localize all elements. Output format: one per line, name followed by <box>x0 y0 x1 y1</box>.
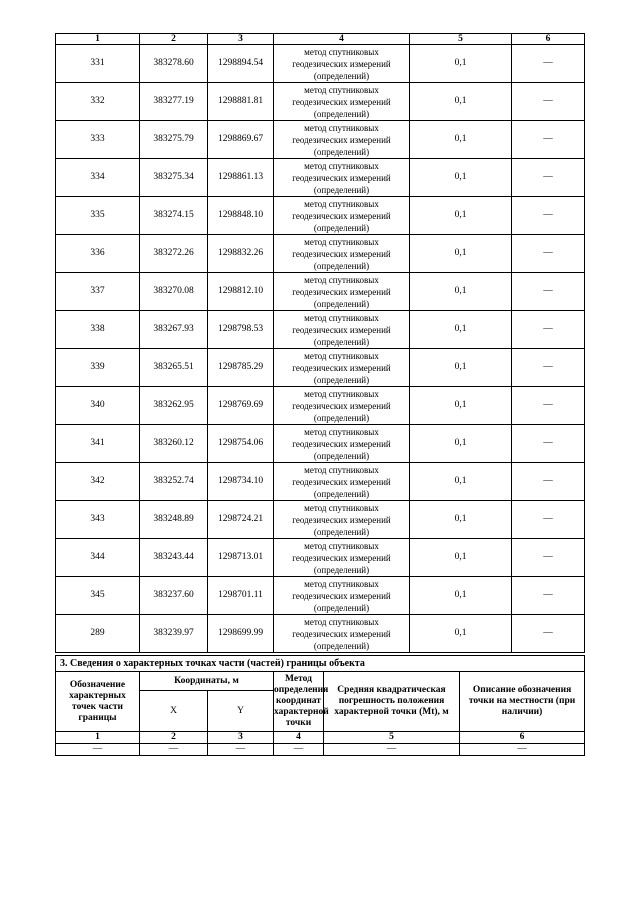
description-cell: — <box>512 463 585 501</box>
col-y-header: Y <box>208 691 274 732</box>
accuracy-cell: 0,1 <box>410 121 512 159</box>
method-text-line: геодезических измерений <box>292 628 391 639</box>
method-cell <box>274 615 410 653</box>
point-number-cell: 337 <box>56 273 140 311</box>
table-row <box>56 159 585 197</box>
method-cell <box>274 273 410 311</box>
coord-y-cell: 1298812.10 <box>208 273 274 311</box>
point-number-cell: 289 <box>56 615 140 653</box>
method-text-line: метод спутниковых <box>304 464 379 475</box>
col-x-header: X <box>140 691 208 732</box>
coord-x-cell: 383237.60 <box>140 577 208 615</box>
coord-y-cell: 1298832.26 <box>208 235 274 273</box>
method-cell <box>274 539 410 577</box>
coord-x-cell: 383260.12 <box>140 425 208 463</box>
method-text-line: метод спутниковых <box>304 578 379 589</box>
coord-x-cell: 383270.08 <box>140 273 208 311</box>
method-text-line: геодезических измерений <box>292 134 391 145</box>
method-text-line: геодезических измерений <box>292 514 391 525</box>
method-text-line: (определений) <box>313 526 370 537</box>
point-number-cell: 338 <box>56 311 140 349</box>
description-cell: — <box>512 387 585 425</box>
accuracy-cell: 0,1 <box>410 577 512 615</box>
method-cell <box>274 121 410 159</box>
accuracy-cell: 0,1 <box>410 615 512 653</box>
method-text-line: метод спутниковых <box>304 274 379 285</box>
method-text-line: метод спутниковых <box>304 388 379 399</box>
method-cell <box>274 311 410 349</box>
method-text-line: (определений) <box>313 602 370 613</box>
description-cell: — <box>512 425 585 463</box>
point-number-cell: 331 <box>56 45 140 83</box>
coord-x-cell: 383262.95 <box>140 387 208 425</box>
col-coords-header: Координаты, м <box>140 672 274 691</box>
table-row <box>56 121 585 159</box>
coord-x-cell: 383267.93 <box>140 311 208 349</box>
method-text-line: (определений) <box>313 298 370 309</box>
coord-x-cell: 383243.44 <box>140 539 208 577</box>
method-text-line: (определений) <box>313 108 370 119</box>
header-cell: 5 <box>410 34 512 45</box>
empty-cell: — <box>208 744 274 756</box>
method-text-line: метод спутниковых <box>304 540 379 551</box>
method-cell <box>274 387 410 425</box>
description-cell: — <box>512 311 585 349</box>
accuracy-cell: 0,1 <box>410 235 512 273</box>
accuracy-cell: 0,1 <box>410 463 512 501</box>
method-text-line: метод спутниковых <box>304 198 379 209</box>
method-text-line: геодезических измерений <box>292 400 391 411</box>
column-number: 2 <box>140 732 208 744</box>
header-cell: 1 <box>56 34 140 45</box>
point-number-cell: 335 <box>56 197 140 235</box>
point-number-cell: 341 <box>56 425 140 463</box>
method-text-line: метод спутниковых <box>304 350 379 361</box>
header-cell: 3 <box>208 34 274 45</box>
table-row <box>56 387 585 425</box>
method-text-line: геодезических измерений <box>292 210 391 221</box>
method-cell <box>274 159 410 197</box>
method-text-line: (определений) <box>313 564 370 575</box>
accuracy-cell: 0,1 <box>410 501 512 539</box>
point-number-cell: 333 <box>56 121 140 159</box>
method-text-line: геодезических измерений <box>292 96 391 107</box>
table-header-row <box>56 34 585 45</box>
table-row <box>56 539 585 577</box>
method-text-line: (определений) <box>313 184 370 195</box>
description-cell: — <box>512 615 585 653</box>
method-text-line: (определений) <box>313 336 370 347</box>
col-description-header: Описание обозначения точки на местности (при наличии) <box>460 672 585 732</box>
table-row <box>56 45 585 83</box>
method-text-line: геодезических измерений <box>292 58 391 69</box>
point-number-cell: 339 <box>56 349 140 387</box>
coord-y-cell: 1298754.06 <box>208 425 274 463</box>
coord-x-cell: 383277.19 <box>140 83 208 121</box>
description-cell: — <box>512 121 585 159</box>
coord-x-cell: 383239.97 <box>140 615 208 653</box>
description-cell: — <box>512 197 585 235</box>
method-cell <box>274 45 410 83</box>
method-text-line: геодезических измерений <box>292 362 391 373</box>
empty-cell: — <box>56 744 140 756</box>
table-row <box>56 615 585 653</box>
accuracy-cell: 0,1 <box>410 45 512 83</box>
method-text-line: (определений) <box>313 146 370 157</box>
coord-y-cell: 1298785.29 <box>208 349 274 387</box>
coord-x-cell: 383248.89 <box>140 501 208 539</box>
method-text-line: (определений) <box>313 374 370 385</box>
coord-x-cell: 383275.79 <box>140 121 208 159</box>
method-text-line: метод спутниковых <box>304 46 379 57</box>
column-number: 1 <box>56 732 140 744</box>
col-designation-header: Обозначение характерных точек части границы <box>56 672 140 732</box>
column-number: 4 <box>274 732 324 744</box>
empty-cell: — <box>140 744 208 756</box>
method-text-line: метод спутниковых <box>304 122 379 133</box>
method-text-line: (определений) <box>313 412 370 423</box>
method-text-line: геодезических измерений <box>292 590 391 601</box>
coord-y-cell: 1298724.21 <box>208 501 274 539</box>
table-row <box>56 197 585 235</box>
col-accuracy-header: Средняя квадратическая погрешность положения характерной точки (Mt), м <box>324 672 460 732</box>
method-text-line: (определений) <box>313 450 370 461</box>
accuracy-cell: 0,1 <box>410 387 512 425</box>
accuracy-cell: 0,1 <box>410 539 512 577</box>
header-cell: 2 <box>140 34 208 45</box>
accuracy-cell: 0,1 <box>410 159 512 197</box>
accuracy-cell: 0,1 <box>410 311 512 349</box>
accuracy-cell: 0,1 <box>410 197 512 235</box>
table-row <box>56 463 585 501</box>
table-row <box>56 577 585 615</box>
method-text-line: метод спутниковых <box>304 160 379 171</box>
empty-cell: — <box>274 744 324 756</box>
section3-table <box>55 655 585 756</box>
accuracy-cell: 0,1 <box>410 273 512 311</box>
method-text-line: геодезических измерений <box>292 438 391 449</box>
method-cell <box>274 235 410 273</box>
point-number-cell: 334 <box>56 159 140 197</box>
method-cell <box>274 577 410 615</box>
coord-y-cell: 1298848.10 <box>208 197 274 235</box>
description-cell: — <box>512 577 585 615</box>
method-cell <box>274 425 410 463</box>
coord-x-cell: 383274.15 <box>140 197 208 235</box>
description-cell: — <box>512 83 585 121</box>
point-number-cell: 345 <box>56 577 140 615</box>
coord-x-cell: 383252.74 <box>140 463 208 501</box>
method-cell <box>274 463 410 501</box>
description-cell: — <box>512 501 585 539</box>
point-number-cell: 336 <box>56 235 140 273</box>
header-cell: 6 <box>512 34 585 45</box>
point-number-cell: 343 <box>56 501 140 539</box>
method-text-line: (определений) <box>313 222 370 233</box>
coord-y-cell: 1298798.53 <box>208 311 274 349</box>
description-cell: — <box>512 45 585 83</box>
method-text-line: (определений) <box>313 488 370 499</box>
coord-x-cell: 383272.26 <box>140 235 208 273</box>
description-cell: — <box>512 349 585 387</box>
description-cell: — <box>512 273 585 311</box>
method-cell <box>274 83 410 121</box>
description-cell: — <box>512 159 585 197</box>
point-number-cell: 340 <box>56 387 140 425</box>
method-text-line: геодезических измерений <box>292 172 391 183</box>
column-number-row <box>56 732 585 744</box>
coord-y-cell: 1298713.01 <box>208 539 274 577</box>
table-row <box>56 501 585 539</box>
coord-y-cell: 1298894.54 <box>208 45 274 83</box>
method-text-line: метод спутниковых <box>304 616 379 627</box>
method-text-line: (определений) <box>313 640 370 651</box>
method-cell <box>274 349 410 387</box>
coord-y-cell: 1298881.81 <box>208 83 274 121</box>
method-cell <box>274 501 410 539</box>
coord-x-cell: 383278.60 <box>140 45 208 83</box>
column-number: 5 <box>324 732 460 744</box>
section3-title: 3. Сведения о характерных точках части (частей) границы объекта <box>56 656 585 672</box>
coord-x-cell: 383265.51 <box>140 349 208 387</box>
header-cell: 4 <box>274 34 410 45</box>
coord-y-cell: 1298869.67 <box>208 121 274 159</box>
method-text-line: геодезических измерений <box>292 248 391 259</box>
method-text-line: геодезических измерений <box>292 286 391 297</box>
method-text-line: геодезических измерений <box>292 324 391 335</box>
point-number-cell: 344 <box>56 539 140 577</box>
coord-y-cell: 1298699.99 <box>208 615 274 653</box>
coord-y-cell: 1298734.10 <box>208 463 274 501</box>
method-text-line: метод спутниковых <box>304 236 379 247</box>
method-text-line: метод спутниковых <box>304 502 379 513</box>
coord-x-cell: 383275.34 <box>140 159 208 197</box>
empty-data-row <box>56 744 585 756</box>
method-text-line: геодезических измерений <box>292 476 391 487</box>
method-text-line: (определений) <box>313 70 370 81</box>
column-number: 3 <box>208 732 274 744</box>
accuracy-cell: 0,1 <box>410 425 512 463</box>
coord-y-cell: 1298701.11 <box>208 577 274 615</box>
empty-cell: — <box>460 744 585 756</box>
coordinates-table <box>55 33 585 653</box>
accuracy-cell: 0,1 <box>410 349 512 387</box>
table-row <box>56 235 585 273</box>
empty-cell: — <box>324 744 460 756</box>
method-text-line: (определений) <box>313 260 370 271</box>
col-method-header: Метод определения координат характерной точки <box>274 672 324 732</box>
point-number-cell: 332 <box>56 83 140 121</box>
table-row <box>56 311 585 349</box>
accuracy-cell: 0,1 <box>410 83 512 121</box>
table-row <box>56 349 585 387</box>
method-cell <box>274 197 410 235</box>
table-row <box>56 273 585 311</box>
description-cell: — <box>512 539 585 577</box>
coord-y-cell: 1298861.13 <box>208 159 274 197</box>
method-text-line: метод спутниковых <box>304 84 379 95</box>
method-text-line: метод спутниковых <box>304 312 379 323</box>
method-text-line: геодезических измерений <box>292 552 391 563</box>
table-row <box>56 425 585 463</box>
table-row <box>56 83 585 121</box>
description-cell: — <box>512 235 585 273</box>
point-number-cell: 342 <box>56 463 140 501</box>
coord-y-cell: 1298769.69 <box>208 387 274 425</box>
column-number: 6 <box>460 732 585 744</box>
method-text-line: метод спутниковых <box>304 426 379 437</box>
